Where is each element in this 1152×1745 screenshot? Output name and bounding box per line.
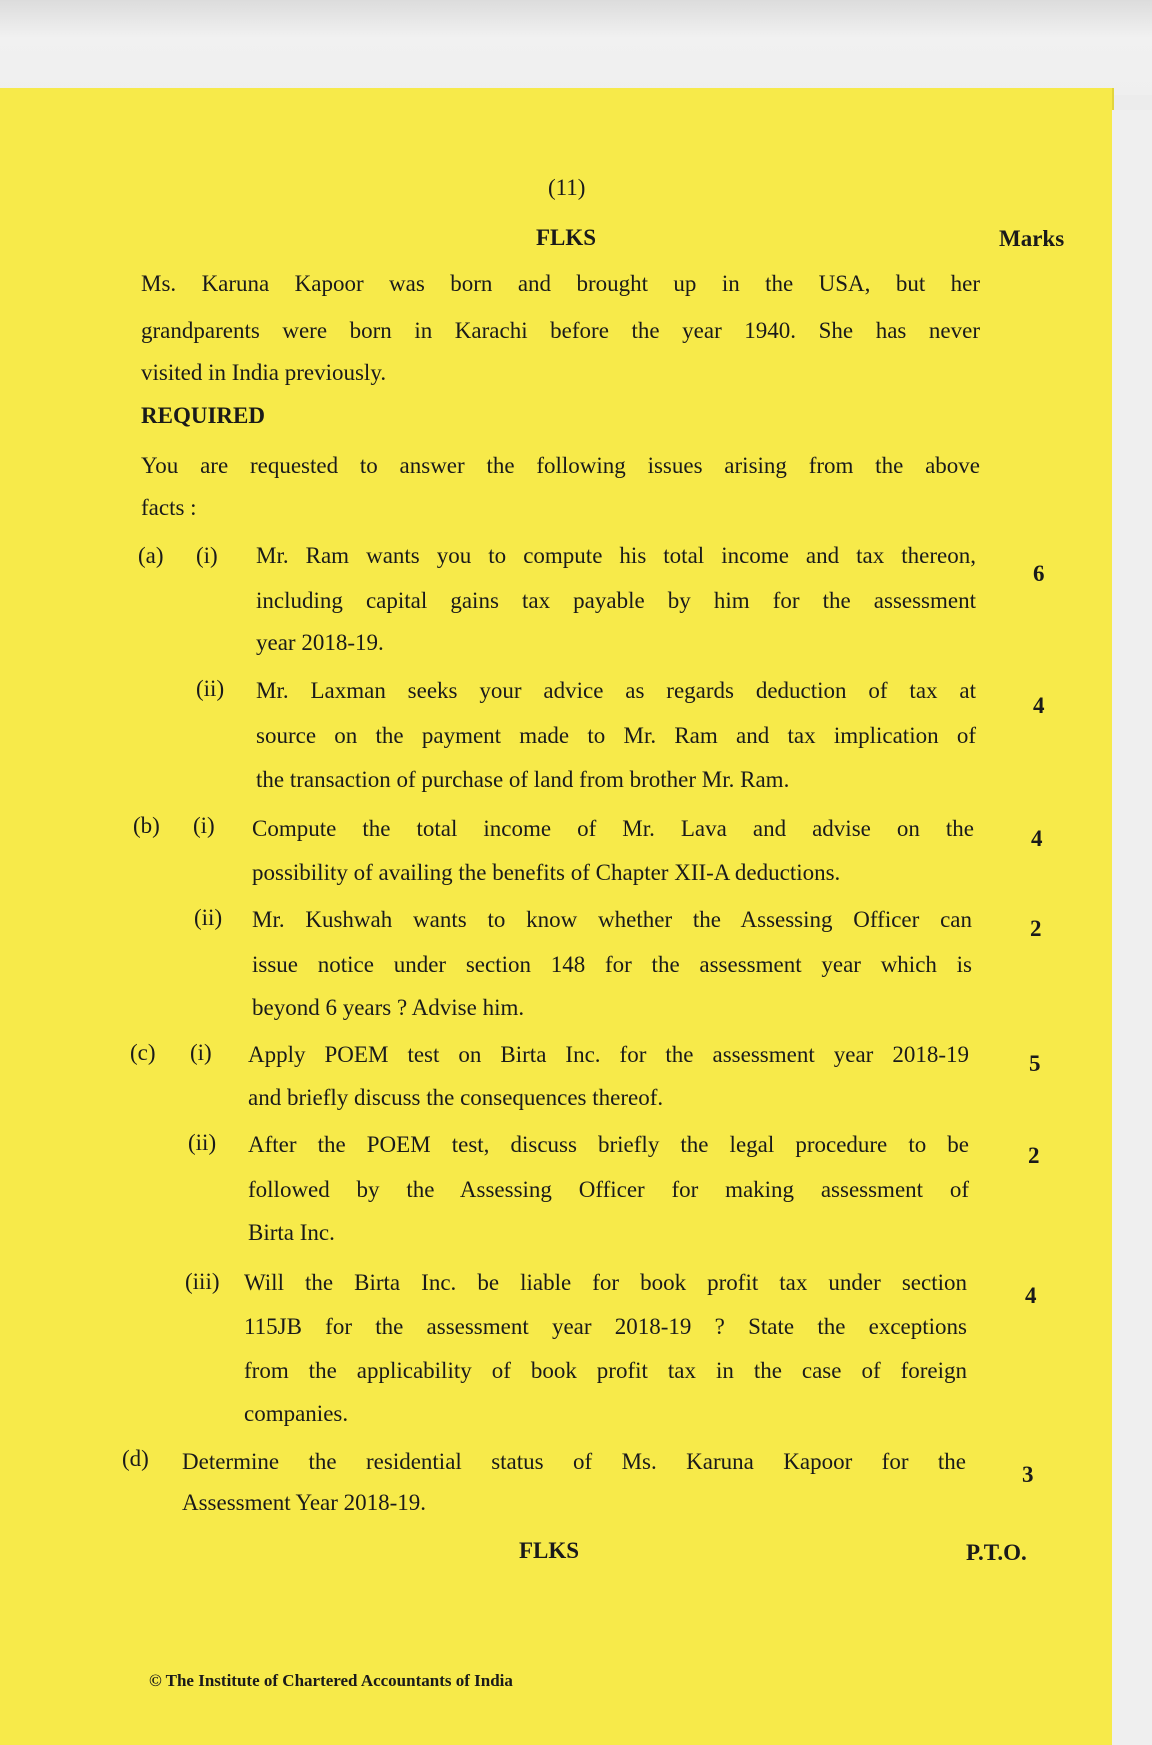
question-c-ii-line-2: followed by the Assessing Officer for making assessment of <box>248 1177 969 1202</box>
marks-c-ii: 2 <box>1028 1143 1040 1168</box>
marks-a-ii: 4 <box>1033 693 1045 718</box>
question-b-i-num: (i) <box>193 813 215 838</box>
question-c-iii-line-4: companies. <box>244 1401 349 1426</box>
question-d-label: (d) <box>122 1446 149 1471</box>
page-right-margin <box>1112 110 1152 1745</box>
question-d-line-1: Determine the residential status of Ms. Karuna Kapoor for the <box>182 1449 966 1474</box>
question-c-i-line-1: Apply POEM test on Birta Inc. for the assessment year 2018-19 <box>248 1042 969 1067</box>
question-a-ii-line-3: the transaction of purchase of land from brother Mr. Ram. <box>256 767 790 792</box>
question-b-ii-line-2: issue notice under section 148 for the assessment year which is <box>252 952 972 977</box>
copyright-notice: © The Institute of Chartered Accountants of India <box>149 1671 513 1690</box>
marks-b-ii: 2 <box>1030 916 1042 941</box>
question-b-ii-line-1: Mr. Kushwah wants to know whether the Assessing Officer can <box>252 907 972 932</box>
question-a-ii-line-2: source on the payment made to Mr. Ram and tax implication of <box>256 723 976 748</box>
intro-line-3: visited in India previously. <box>141 360 387 385</box>
question-b-i-line-1: Compute the total income of Mr. Lava and advise on the <box>252 816 974 841</box>
marks-heading: Marks <box>999 226 1065 251</box>
instruction-line-1: You are requested to answer the following issues arising from the above <box>141 453 980 478</box>
question-c-i-num: (i) <box>190 1040 212 1065</box>
intro-line-1: Ms. Karuna Kapoor was born and brought up in the USA, but her <box>141 271 980 296</box>
marks-d: 3 <box>1022 1462 1034 1487</box>
instruction-line-2: facts : <box>141 495 197 520</box>
question-b-i-line-2: possibility of availing the benefits of Chapter XII-A deductions. <box>252 860 841 885</box>
question-a-i-line-3: year 2018-19. <box>256 630 384 655</box>
question-b-label: (b) <box>133 813 160 838</box>
marks-c-i: 5 <box>1029 1051 1041 1076</box>
question-a-i-num: (i) <box>196 543 218 568</box>
intro-line-2: grandparents were born in Karachi before the year 1940. She has never <box>141 318 980 343</box>
question-b-ii-num: (ii) <box>194 905 223 930</box>
page-number: (11) <box>548 175 586 200</box>
question-c-ii-line-3: Birta Inc. <box>248 1220 335 1245</box>
footer-code: FLKS <box>519 1538 580 1563</box>
question-a-label: (a) <box>138 543 164 568</box>
required-heading: REQUIRED <box>141 403 265 428</box>
pto-label: P.T.O. <box>966 1540 1027 1565</box>
question-a-i-line-2: including capital gains tax payable by him for the assessment <box>256 588 976 613</box>
question-d-line-2: Assessment Year 2018-19. <box>182 1490 427 1515</box>
question-c-iii-line-3: from the applicability of book profit tax in the case of foreign <box>244 1358 967 1383</box>
question-a-ii-line-1: Mr. Laxman seeks your advice as regards deduction of tax at <box>256 678 976 703</box>
marks-c-iii: 4 <box>1025 1283 1037 1308</box>
question-b-ii-line-3: beyond 6 years ? Advise him. <box>252 995 525 1020</box>
question-c-i-line-2: and briefly discuss the consequences thereof. <box>248 1085 664 1110</box>
question-c-iii-line-1: Will the Birta Inc. be liable for book profit tax under section <box>244 1270 967 1295</box>
question-c-iii-line-2: 115JB for the assessment year 2018-19 ? State the exceptions <box>244 1314 967 1339</box>
page-top-margin <box>0 0 1152 95</box>
marks-b-i: 4 <box>1031 826 1043 851</box>
marks-a-i: 6 <box>1033 561 1045 586</box>
question-c-iii-num: (iii) <box>185 1269 220 1294</box>
header-code: FLKS <box>536 225 597 250</box>
question-c-ii-num: (ii) <box>188 1130 217 1155</box>
question-c-label: (c) <box>130 1040 156 1065</box>
question-a-i-line-1: Mr. Ram wants you to compute his total income and tax thereon, <box>256 543 976 568</box>
question-c-ii-line-1: After the POEM test, discuss briefly the legal procedure to be <box>248 1132 969 1157</box>
question-a-ii-num: (ii) <box>196 676 225 701</box>
